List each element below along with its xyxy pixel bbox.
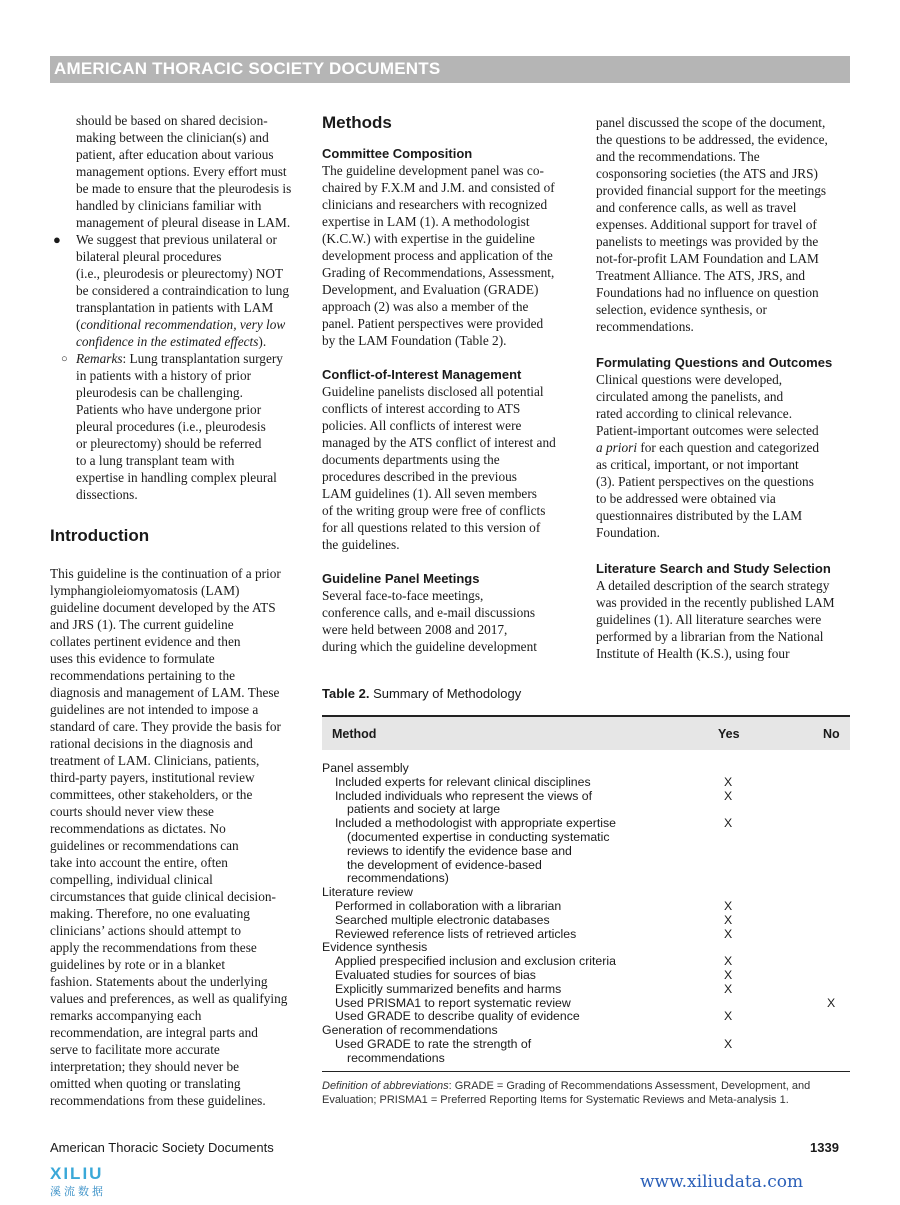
row-yes-mark: X bbox=[724, 981, 733, 996]
text-line: making. Therefore, no one evaluating bbox=[50, 906, 250, 921]
row-method: Performed in collaboration with a librarian bbox=[335, 898, 562, 913]
text-line: and the recommendations. The bbox=[596, 149, 760, 164]
middle-column bbox=[322, 114, 584, 655]
header-no: No bbox=[823, 727, 840, 741]
text-line: (3). Patient perspectives on the questions bbox=[596, 474, 814, 489]
text-line: Treatment Alliance. The ATS, JRS, and bbox=[596, 268, 806, 283]
text-line: the guidelines. bbox=[322, 537, 400, 552]
text-line: as critical, important, or not important bbox=[596, 457, 799, 472]
table-caption bbox=[322, 686, 521, 701]
text-line: values and preferences, as well as qualifying bbox=[50, 991, 288, 1006]
remarks-label: Remarks bbox=[76, 351, 123, 366]
a-priori: a priori bbox=[596, 440, 638, 455]
text-line: panel discussed the scope of the document, bbox=[596, 115, 826, 130]
table-label: Table 2. bbox=[322, 686, 370, 701]
text-line: collates pertinent evidence and then bbox=[50, 634, 241, 649]
row-yes-mark: X bbox=[724, 1036, 733, 1051]
bullet-italic-a: conditional recommendation, very low bbox=[80, 317, 286, 332]
text-line: third-party payers, institutional review bbox=[50, 770, 255, 785]
literature-search-body bbox=[596, 577, 856, 662]
meetings-heading: Guideline Panel Meetings bbox=[322, 571, 480, 586]
text-line: Guideline panelists disclosed all potential bbox=[322, 384, 544, 399]
row-method: reviews to identify the evidence base and bbox=[347, 843, 572, 858]
text-line: for all questions related to this version of bbox=[322, 520, 541, 535]
remarks-block bbox=[61, 350, 310, 503]
text-line: performed by a librarian from the National bbox=[596, 629, 824, 644]
table-body bbox=[322, 762, 850, 1066]
footnote-label: Definition of abbreviations bbox=[322, 1080, 449, 1092]
table-header bbox=[322, 717, 850, 750]
text-line: clinicians and researchers with recognized bbox=[322, 197, 548, 212]
text-line: procedures described in the previous bbox=[322, 469, 517, 484]
text-line: circulated among the panelists, and bbox=[596, 389, 784, 404]
table-row bbox=[322, 941, 850, 955]
text-line: recommendations. bbox=[596, 319, 694, 334]
row-method: Included individuals who represent the views of bbox=[335, 788, 593, 803]
text-line: approach (2) was also a member of the bbox=[322, 299, 529, 314]
row-method: Used PRISMA1 to report systematic review bbox=[335, 995, 571, 1010]
text-line: panel. Patient perspectives were provided bbox=[322, 316, 544, 331]
row-method: Reviewed reference lists of retrieved articles bbox=[335, 926, 577, 941]
row-method: Literature review bbox=[322, 885, 413, 900]
text-line: Clinical questions were developed, bbox=[596, 372, 783, 387]
table-row bbox=[322, 914, 850, 928]
table-row bbox=[322, 776, 850, 790]
formulating-questions-body bbox=[596, 371, 856, 439]
row-method: Generation of recommendations bbox=[322, 1023, 498, 1038]
text-line: management options. Every effort must bbox=[76, 164, 287, 179]
row-method: Used GRADE to describe quality of evidence bbox=[335, 1009, 580, 1024]
text-line: and JRS (1). The current guideline bbox=[50, 617, 234, 632]
bullet-italic-line: (conditional recommendation, very low bbox=[76, 317, 286, 332]
coi-heading: Conflict-of-Interest Management bbox=[322, 367, 522, 382]
text-line: serve to facilitate more accurate bbox=[50, 1042, 220, 1057]
text-line: pleurodesis can be challenging. bbox=[76, 385, 243, 400]
text-line: Patient-important outcomes were selected bbox=[596, 423, 819, 438]
bullet-italic-line-2: confidence in the estimated effects). bbox=[76, 334, 267, 349]
table-caption-text: Summary of Methodology bbox=[369, 686, 522, 701]
text-line: guidelines are not intended to impose a bbox=[50, 702, 259, 717]
text-line: committees, other stakeholders, or the bbox=[50, 787, 253, 802]
row-no-mark: X bbox=[827, 995, 836, 1010]
meetings-continuation bbox=[596, 114, 856, 335]
text-line: guidelines or recommendations can bbox=[50, 838, 239, 853]
text-line: should be based on shared decision- bbox=[76, 113, 268, 128]
footnote-text: : GRADE = Grading of Recommendations Assessment, Development, and Evaluation; PRISMA1 = Preferred Reporting Items for Systematic Reviews and Meta-analysis 1. bbox=[322, 1080, 811, 1106]
text-line: cosponsoring societies (the ATS and JRS) bbox=[596, 166, 818, 181]
row-yes-mark: X bbox=[724, 1009, 733, 1024]
text-line: uses this evidence to formulate bbox=[50, 651, 215, 666]
row-method: Evidence synthesis bbox=[322, 940, 428, 955]
remarks-text: : Lung transplantation surgery bbox=[122, 351, 283, 366]
page-number: 1339 bbox=[810, 1140, 839, 1155]
text-line: conflicts of interest according to ATS bbox=[322, 401, 521, 416]
text-line: of the writing group were free of conflicts bbox=[322, 503, 546, 518]
text-line: provided financial support for the meetings bbox=[596, 183, 827, 198]
literature-search-heading: Literature Search and Study Selection bbox=[596, 561, 831, 576]
table-row bbox=[322, 969, 850, 983]
text-line: The guideline development panel was co- bbox=[322, 163, 544, 178]
text-line: be considered a contraindication to lung bbox=[76, 283, 290, 298]
text-line: by the LAM Foundation (Table 2). bbox=[322, 333, 507, 348]
row-method: patients and society at large bbox=[347, 802, 501, 817]
text-line: circumstances that guide clinical decision- bbox=[50, 889, 276, 904]
document-banner bbox=[50, 56, 850, 83]
text-line: chaired by F.X.M and J.M. and consisted of bbox=[322, 180, 555, 195]
text-line: were held between 2008 and 2017, bbox=[322, 622, 508, 637]
table-row bbox=[322, 1052, 850, 1066]
text-line: Foundation. bbox=[596, 525, 660, 540]
row-method: Panel assembly bbox=[322, 761, 409, 775]
text-line: rational decisions in the diagnosis and bbox=[50, 736, 253, 751]
row-method: recommendations) bbox=[347, 871, 449, 886]
row-yes-mark: X bbox=[724, 954, 733, 969]
text-line: panelists to meetings was provided by the bbox=[596, 234, 819, 249]
row-yes-mark: X bbox=[724, 816, 733, 831]
text-line: to be addressed were obtained via bbox=[596, 491, 776, 506]
header-method: Method bbox=[332, 727, 377, 741]
row-method: the development of evidence-based bbox=[347, 857, 542, 872]
row-method: recommendations bbox=[347, 1050, 445, 1065]
left-column bbox=[50, 112, 310, 1109]
row-method: Included a methodologist with appropriate expertise bbox=[335, 816, 616, 831]
footer-journal: American Thoracic Society Documents bbox=[50, 1140, 274, 1155]
formulating-questions-body-2 bbox=[596, 456, 856, 541]
text-line: Patients who have undergone prior bbox=[76, 402, 262, 417]
fq-after-italic: for each question and categorized bbox=[637, 440, 820, 455]
bullet-marker: ● bbox=[53, 232, 61, 247]
table-row bbox=[322, 1024, 850, 1038]
row-method: Used GRADE to rate the strength of bbox=[335, 1036, 532, 1051]
row-method: (documented expertise in conducting systematic bbox=[347, 829, 610, 844]
text-line: policies. All conflicts of interest were bbox=[322, 418, 522, 433]
text-line: expertise in LAM (1). A methodologist bbox=[322, 214, 530, 229]
row-yes-mark: X bbox=[724, 788, 733, 803]
text-line: making between the clinician(s) and bbox=[76, 130, 269, 145]
coi-body bbox=[322, 383, 584, 553]
row-method: Included experts for relevant clinical disciplines bbox=[335, 774, 591, 789]
text-line: apply the recommendations from these bbox=[50, 940, 257, 955]
row-yes-mark: X bbox=[724, 926, 733, 941]
watermark-url: www.xiliudata.com bbox=[640, 1172, 804, 1192]
text-line: recommendations from these guidelines. bbox=[50, 1093, 266, 1108]
table-row bbox=[322, 997, 850, 1011]
committee-heading: Committee Composition bbox=[322, 146, 473, 161]
table-row bbox=[322, 1038, 850, 1052]
text-line: This guideline is the continuation of a prior bbox=[50, 566, 281, 581]
text-line: LAM guidelines (1). All seven members bbox=[322, 486, 537, 501]
text-line: management of pleural disease in LAM. bbox=[76, 215, 291, 230]
text-line: Institute of Health (K.S.), using four bbox=[596, 646, 790, 661]
text-line: patient, after education about various bbox=[76, 147, 274, 162]
text-line: to a lung transplant team with bbox=[76, 453, 235, 468]
text-line: remarks accompanying each bbox=[50, 1008, 202, 1023]
text-line: compelling, individual clinical bbox=[50, 872, 213, 887]
table-footnote bbox=[322, 1079, 852, 1107]
text-line: lymphangioleiomyomatosis (LAM) bbox=[50, 583, 240, 598]
text-line: courts should never view these bbox=[50, 804, 214, 819]
table-row bbox=[322, 790, 850, 804]
text-line: recommendations pertaining to the bbox=[50, 668, 235, 683]
text-line: guidelines (1). All literature searches were bbox=[596, 612, 822, 627]
text-line: expenses. Additional support for travel of bbox=[596, 217, 817, 232]
row-yes-mark: X bbox=[724, 967, 733, 982]
row-yes-mark: X bbox=[724, 912, 733, 927]
text-line: (i.e., pleurodesis or pleurectomy) NOT bbox=[76, 266, 284, 281]
text-line: in patients with a history of prior bbox=[76, 368, 252, 383]
recommendation-bullet bbox=[50, 231, 310, 503]
row-method: Searched multiple electronic databases bbox=[335, 912, 550, 927]
text-line: development process and application of the bbox=[322, 248, 553, 263]
recommendation-continuation bbox=[50, 112, 310, 231]
text-line: Several face-to-face meetings, bbox=[322, 588, 484, 603]
text-line: be made to ensure that the pleurodesis is bbox=[76, 181, 292, 196]
text-line: Development, and Evaluation (GRADE) bbox=[322, 282, 539, 297]
formulating-questions-heading: Formulating Questions and Outcomes bbox=[596, 355, 833, 370]
logo-text: XILIU bbox=[50, 1164, 104, 1183]
text-line: pleural procedures (i.e., pleurodesis bbox=[76, 419, 266, 434]
table-row bbox=[322, 831, 850, 845]
text-line: (K.C.W.) with expertise in the guideline bbox=[322, 231, 535, 246]
text-line: conference calls, and e-mail discussions bbox=[322, 605, 536, 620]
logo-cn: 溪流数据 bbox=[50, 1185, 106, 1198]
text-line: We suggest that previous unilateral or bbox=[76, 232, 277, 247]
table-row bbox=[322, 872, 850, 886]
text-line: documents departments using the bbox=[322, 452, 500, 467]
text-line: the questions to be addressed, the evidence, bbox=[596, 132, 828, 147]
table-row bbox=[322, 859, 850, 873]
table-row bbox=[322, 817, 850, 831]
table-bottom-rule bbox=[322, 1071, 850, 1072]
table-row bbox=[322, 955, 850, 969]
sub-bullet-marker: ○ bbox=[61, 353, 68, 365]
text-line: handled by clinicians familiar with bbox=[76, 198, 262, 213]
text-line: fashion. Statements about the underlying bbox=[50, 974, 268, 989]
fq-italic-line bbox=[596, 439, 856, 456]
table-row bbox=[322, 845, 850, 859]
text-line: and conference calls, as well as travel bbox=[596, 200, 797, 215]
text-line: guideline document developed by the ATS bbox=[50, 600, 276, 615]
meetings-body bbox=[322, 587, 584, 655]
row-method: Explicitly summarized benefits and harms bbox=[335, 981, 562, 996]
text-line: diagnosis and management of LAM. These bbox=[50, 685, 280, 700]
text-line: A detailed description of the search strategy bbox=[596, 578, 830, 593]
text-line: recommendations as dictates. No bbox=[50, 821, 226, 836]
text-line: Grading of Recommendations, Assessment, bbox=[322, 265, 555, 280]
text-line: managed by the ATS conflict of interest and bbox=[322, 435, 556, 450]
text-line: rated according to clinical relevance. bbox=[596, 406, 793, 421]
introduction-body bbox=[50, 565, 310, 1109]
text-line: take into account the entire, often bbox=[50, 855, 228, 870]
text-line: guidelines by rote or in a blanket bbox=[50, 957, 226, 972]
text-line: standard of care. They provide the basis for bbox=[50, 719, 281, 734]
row-method: Applied prespecified inclusion and exclusion criteria bbox=[335, 954, 616, 969]
text-line: during which the guideline development bbox=[322, 639, 537, 654]
introduction-heading: Introduction bbox=[50, 526, 150, 545]
xiliu-logo bbox=[50, 1164, 130, 1198]
table-row bbox=[322, 928, 850, 942]
text-line: or pleurectomy) should be referred bbox=[76, 436, 262, 451]
text-line: questionnaires distributed by the LAM bbox=[596, 508, 803, 523]
text-line: selection, evidence synthesis, or bbox=[596, 302, 767, 317]
bullet-italic-b: confidence in the estimated effects bbox=[76, 334, 259, 349]
text-line: recommendation, are integral parts and bbox=[50, 1025, 258, 1040]
text-line: not-for-profit LAM Foundation and LAM bbox=[596, 251, 819, 266]
table-row bbox=[322, 1010, 850, 1024]
methods-heading: Methods bbox=[322, 113, 392, 132]
text-line: expertise in handling complex pleural bbox=[76, 470, 277, 485]
remarks-first-line bbox=[76, 350, 310, 367]
row-method: Evaluated studies for sources of bias bbox=[335, 967, 536, 982]
text-line: omitted when quoting or translating bbox=[50, 1076, 241, 1091]
table-row bbox=[322, 803, 850, 817]
text-line: was provided in the recently published LAM bbox=[596, 595, 835, 610]
text-line: dissections. bbox=[76, 487, 138, 502]
table-row bbox=[322, 886, 850, 900]
text-line: Foundations had no influence on question bbox=[596, 285, 819, 300]
row-yes-mark: X bbox=[724, 898, 733, 913]
text-line: bilateral pleural procedures bbox=[76, 249, 222, 264]
text-line: interpretation; they should never be bbox=[50, 1059, 240, 1074]
row-yes-mark: X bbox=[724, 774, 733, 789]
committee-body bbox=[322, 162, 584, 349]
text-line: clinicians’ actions should attempt to bbox=[50, 923, 242, 938]
header-yes: Yes bbox=[718, 727, 740, 741]
right-column bbox=[596, 114, 856, 662]
table-row bbox=[322, 762, 850, 776]
text-line: transplantation in patients with LAM bbox=[76, 300, 274, 315]
banner-title: AMERICAN THORACIC SOCIETY DOCUMENTS bbox=[54, 59, 441, 78]
table-row bbox=[322, 900, 850, 914]
text-line: treatment of LAM. Clinicians, patients, bbox=[50, 753, 260, 768]
table-row bbox=[322, 983, 850, 997]
